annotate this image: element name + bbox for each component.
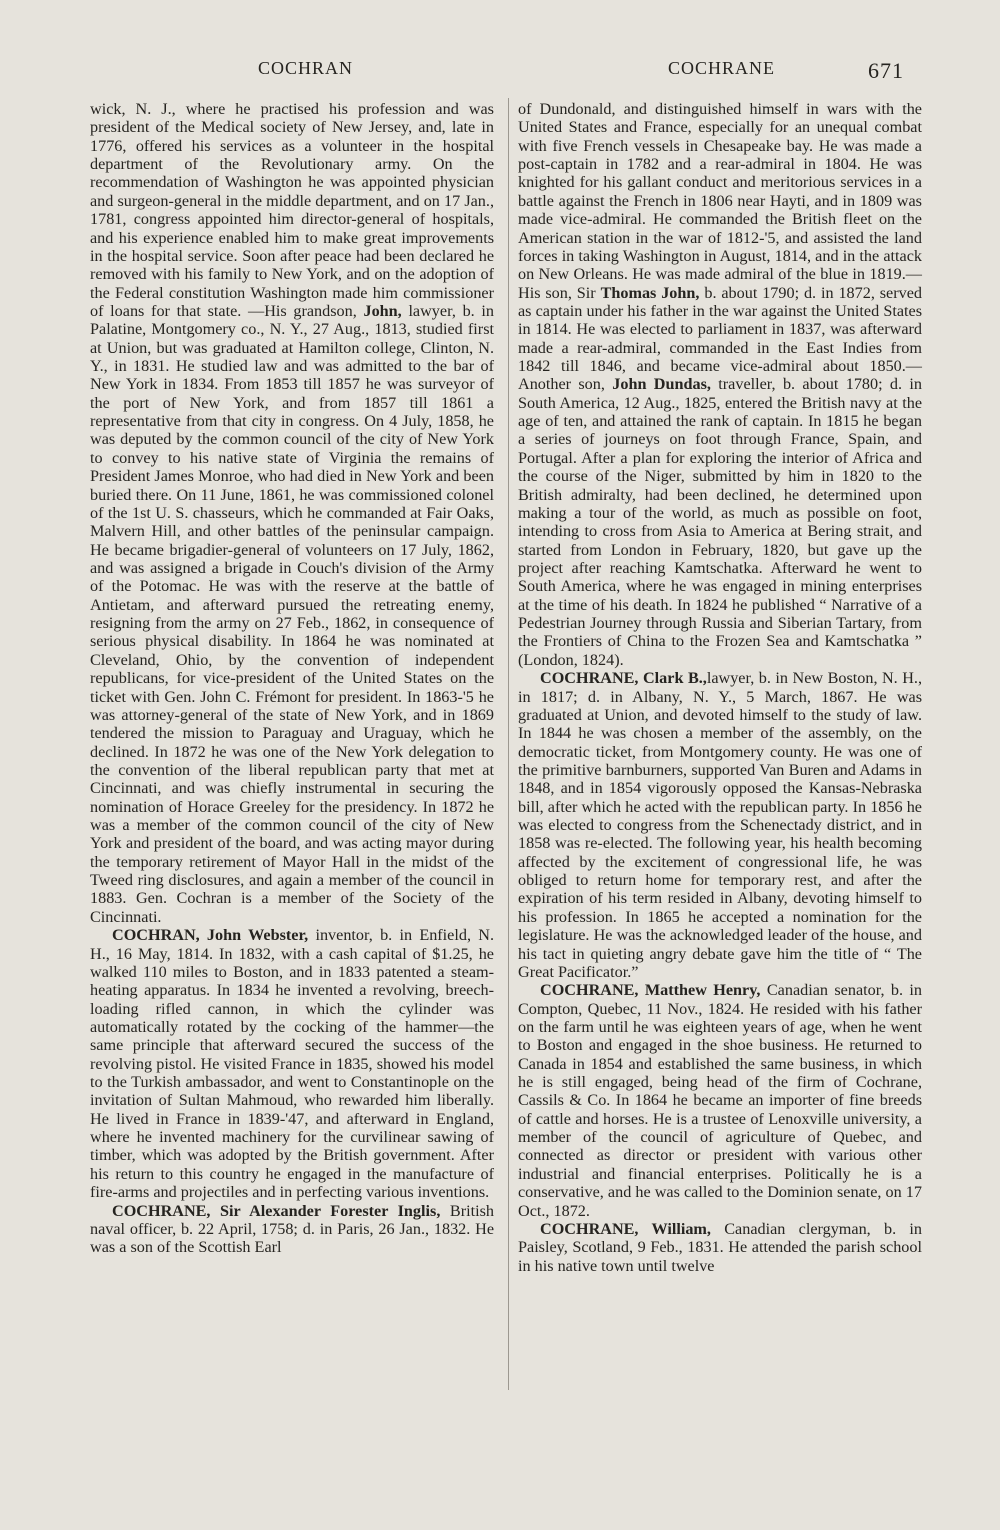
paragraph-text: traveller, b. about 1780; d. in South America, 12 Aug., 1825, entered the British navy at the age of ten, and attained the rank of captain. In 1815 he began a series of journeys on foot through France, Spain, and Portugal. After a plan for exploring the interior of Africa and the course of the Niger, submitted by him in 1820 to the British admiralty, had been declined, he determined upon making a tour of the world, as much as possible on foot, intending to cross from Asia to America at Bering strait, and started from London in February, 1820, but gave up the project after reaching Kamtschatka. Afterward he went to South America, where he was engaged in mining enterprises at the time of his death. In 1824 he published “ Narrative of a Pedestrian Journey through Russia and Siberian Tartary, from the Frontiers of China to the Frozen Sea and Kamtschatka ” (London, 1824). (518, 375, 923, 669)
entry-cochrane-william (518, 1220, 922, 1275)
running-head-right: COCHRANE (668, 58, 776, 78)
person-name: John, (363, 301, 402, 320)
left-column (90, 100, 494, 1257)
entry-headword: COCHRANE, Matthew Henry, (540, 981, 761, 1000)
entry-cochrane-matthew-henry (518, 981, 922, 1220)
entry-headword: COCHRAN, John Webster, (112, 926, 309, 945)
entry-cochran-john-webster (90, 926, 494, 1201)
continued-paragraph (518, 100, 922, 669)
entry-cochrane-alexander (90, 1202, 494, 1257)
entry-text: lawyer, b. in New Boston, N. H., in 1817; d. in Albany, N. Y., 5 March, 1867. He was graduated at Union, and devoted himself to the study of law. In 1844 he was chosen a member of the assembly, on the democratic ticket, from Montgomery county. He was one of the primitive barnburners, supported Van Buren and Adams in 1848, and in 1854 vigorously opposed the Kansas-Nebraska bill, after which he acted with the republican party. In 1856 he was elected to congress from the Schenectady district, and in 1858 was re-elected. The following year, his health becoming affected by the excitement of congressional life, he was obliged to return home for temporary rest, and after the expiration of his term resided in Albany, devoting himself to his profession. In 1865 he accepted a nomination for the legislature. He was the acknowledged leader of the house, and his tact in quieting angry debate gave him the title of “ The Great Pacificator.” (518, 669, 922, 981)
continued-paragraph (90, 100, 494, 926)
running-head-left: COCHRAN (258, 58, 354, 78)
paragraph-text: lawyer, b. in Palatine, Montgomery co., N. Y., 27 Aug., 1813, studied first at Union, but was graduated at Hamilton college, Clinton, N. Y., in 1831. He studied law and was admitted to the bar of New York in 1834. From 1853 till 1857 he was surveyor of the port of New York, and from 1857 till 1861 a representative from that city in congress. On 4 July, 1858, he was deputed by the common council of the city of New York to convey to his native state of Virginia the remains of President James Monroe, who had died in New York and been buried there. On 11 June, 1861, he was commissioned colonel of the 1st U. S. chasseurs, which he commanded at Fair Oaks, Malvern Hill, and other battles of the peninsular campaign. He became brigadier-general of volunteers on 17 July, 1862, and was assigned a brigade in Couch's division of the Army of the Potomac. He was with the reserve at the battle of Antietam, and afterward pursued the retreating enemy, resigning from the army on 27 Feb., 1862, in consequence of serious physical disability. In 1864 he was nominated at Cleveland, Ohio, by the convention of independent republicans, for vice-president of the United States on the ticket with Gen. John C. Frémont for president. In 1863-'5 he was attorney-general of the state of New York, and in 1869 tendered the mission to Paraguay and Uraguay, which he declined. In 1872 he was one of the New York delegation to the convention of the liberal republican party that met at Cincinnati, and was chiefly instrumental in securing the nomination of Horace Greeley for the presidency. In 1872 he was a member of the common council of the city of New York and president of the board, and was acting mayor during the temporary retirement of Mayor Hall in the midst of the Tweed ring disclosures, and again a member of the council in 1883. Gen. Cochran is a member of the Society of the Cincinnati. (90, 301, 495, 926)
entry-headword: COCHRANE, William, (540, 1219, 711, 1238)
entry-text: Canadian senator, b. in Compton, Quebec, 11 Nov., 1824. He resided with his father on the farm until he was eighteen years of age, when he went to Boston and engaged in the shoe business. He returned to Canada in 1854 and established the same business, in which he is still engaged, being head of the firm of Cochrane, Cassils & Co. In 1864 he became an importer of fine breeds of cattle and horses. He is a trustee of Lenoxville university, a member of the council of agriculture of Quebec, and connected as director or president with various other industrial and financial enterprises. Politically he is a conservative, and he was called to the Dominion senate, on 17 Oct., 1872. (518, 981, 923, 1220)
entry-text: British naval officer, b. 22 April, 1758; d. in Paris, 26 Jan., 1832. He was a son of the Scottish Earl (90, 1201, 494, 1257)
column-rule (508, 98, 509, 1390)
paragraph-text: wick, N. J., where he practised his profession and was president of the Medical society of New Jersey, and, late in 1776, offered his services as a volunteer in the hospital department of the Revolutionary army. On the recommendation of Washington he was appointed physician and surgeon-general in the middle department, and on 17 Jan., 1781, congress appointed him director-general of hospitals, and his experience enabled him to make great improvements in the hospital service. Soon after peace had been declared he removed with his family to New York, and on the adoption of the Federal constitution Washington made him commissioner of loans for that state. —His grandson, (90, 100, 494, 320)
entry-cochrane-clark (518, 669, 922, 981)
entry-headword: COCHRANE, Clark B., (540, 669, 707, 688)
page-number: 671 (868, 58, 904, 83)
entry-text: Canadian clergyman, b. in Paisley, Scotland, 9 Feb., 1831. He attended the parish school in his native town until twelve (518, 1219, 922, 1275)
entry-headword: COCHRANE, Sir Alexander Forester Inglis, (112, 1201, 441, 1220)
person-name: Thomas John, (600, 283, 700, 302)
right-column (518, 100, 922, 1275)
paragraph-text: b. about 1790; d. in 1872, served as captain under his father in the war against the United States in 1814. He was elected to parliament in 1837, was afterward made a rear-admiral, commanded in the East Indies from 1842 till 1846, and became vice-admiral about 1850.—Another son, (518, 283, 922, 394)
entry-text: inventor, b. in Enfield, N. H., 16 May, 1814. In 1832, with a cash capital of $1.25, he walked 110 miles to Boston, and in 1833 patented a steam-heating apparatus. In 1834 he invented a revolving, breech-loading rifled cannon, in which the cylinder was automatically rotated by the cocking of the hammer—the same principle that afterward secured the success of the revolving pistol. He visited France in 1835, showed his model to the Turkish ambassador, and went to Constantinople on the invitation of Sultan Mahmoud, who rewarded him liberally. He lived in France in 1839-'47, and afterward in England, where he invented machinery for the curvilinear sawing of timber, which was adopted by the British government. After his return to this country he engaged in the manufacture of fire-arms and projectiles and in perfecting various inventions. (90, 926, 495, 1202)
person-name: John Dundas, (612, 375, 711, 394)
paragraph-text: of Dundonald, and distinguished himself in wars with the United States and France, especially for an unequal combat with five French vessels in Chesapeake bay. He was made a post-captain in 1782 and a rear-admiral in 1804. He was knighted for his gallant conduct and meritorious services in a battle against the French in 1806 near Hayti, and in 1809 was made vice-admiral. He commanded the British fleet on the American station in the war of 1812-'5, and assisted the land forces in taking Washington in August, 1814, and in the attack on New Orleans. He was made admiral of the blue in 1819.—His son, Sir (518, 100, 922, 302)
